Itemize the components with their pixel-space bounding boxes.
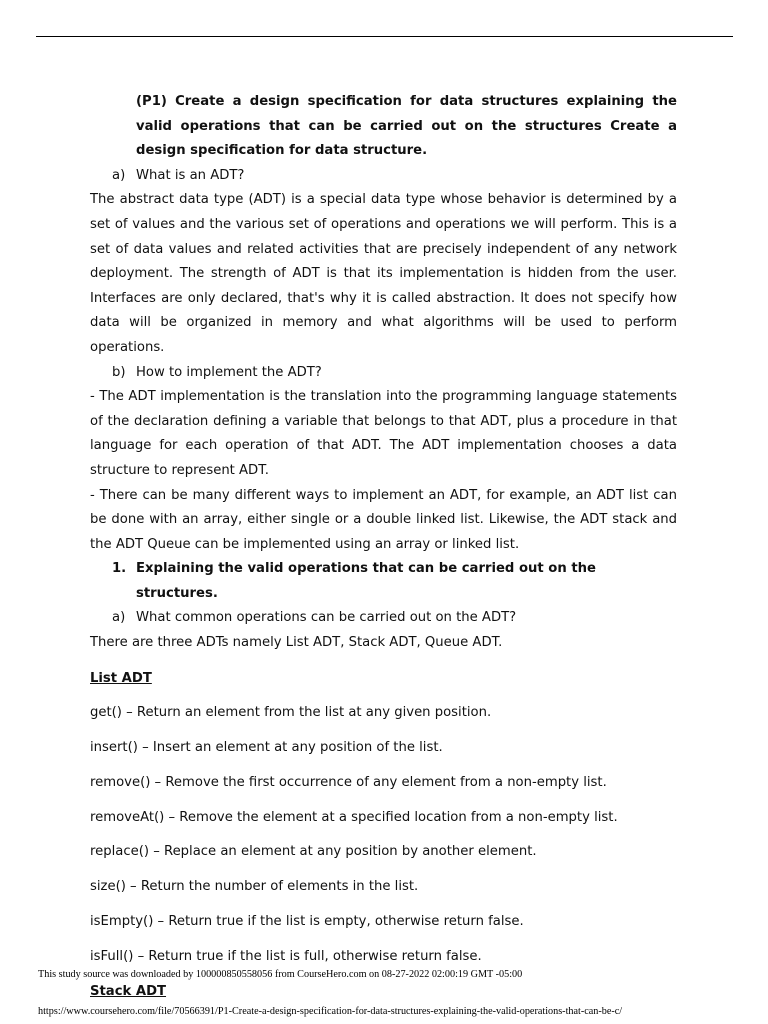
question-a-marker: a) xyxy=(112,167,126,183)
stack-adt-title: Stack ADT xyxy=(90,983,167,999)
list-adt-operations xyxy=(90,701,677,969)
answer-b-2: - There can be many different ways to implement an ADT, for example, an ADT list can be done with an array, either single or a double linked list. Likewise, the ADT stack and the ADT Queue can be implemented using an array or linked list. xyxy=(90,487,677,552)
list-op-item: get() – Return an element from the list at any given position. xyxy=(90,705,492,721)
question-a-text: What is an ADT? xyxy=(136,167,245,183)
list-op-item: isFull() – Return true if the list is full, otherwise return false. xyxy=(90,948,482,964)
question-c-text: What common operations can be carried out on the ADT? xyxy=(136,610,517,626)
question-b-text: How to implement the ADT? xyxy=(136,364,322,380)
document-body xyxy=(90,90,677,1014)
list-op-item: replace() – Replace an element at any position by another element. xyxy=(90,844,537,860)
top-rule xyxy=(36,36,733,37)
list-op-item: isEmpty() – Return true if the list is empty, otherwise return false. xyxy=(90,913,524,929)
question-a xyxy=(90,164,677,189)
question-b xyxy=(90,361,677,386)
numbered-heading-text: Explaining the valid operations that can be carried out on the structures. xyxy=(136,561,596,601)
answer-c: There are three ADTs namely List ADT, Stack ADT, Queue ADT. xyxy=(90,635,503,651)
document-heading: (P1) Create a design specification for data structures explaining the valid operations that can be carried out on the structures Create a design specification for data structure. xyxy=(136,94,677,159)
answer-a: The abstract data type (ADT) is a special data type whose behavior is determined by a set of values and the various set of operations and operations we will perform. This is a set of data values and related activities that are precisely independent of any network deployment. The strength of ADT is that its implementation is hidden from the user. Interfaces are only declared, that's why it is called abstraction. It does not specify how data will be organized in memory and what algorithms will be used to perform operations. xyxy=(90,192,677,355)
list-op-item: removeAt() – Remove the element at a specified location from a non-empty list. xyxy=(90,809,618,825)
list-op-item: insert() – Insert an element at any position of the list. xyxy=(90,740,443,756)
answer-b-1: - The ADT implementation is the translation into the programming language statements of the declaration defining a variable that belongs to that ADT, plus a procedure in that language for each operation of that ADT. The ADT implementation chooses a data structure to represent ADT. xyxy=(90,389,677,478)
download-note: This study source was downloaded by 100000850558056 from CourseHero.com on 08-27-2022 02:00:19 GMT -05:00 xyxy=(38,969,523,980)
question-b-marker: b) xyxy=(112,364,126,380)
list-op-item: remove() – Remove the first occurrence of any element from a non-empty list. xyxy=(90,774,607,790)
numbered-heading-marker: 1. xyxy=(112,561,127,577)
list-adt-title: List ADT xyxy=(90,670,152,686)
question-c-marker: a) xyxy=(112,610,126,626)
question-c xyxy=(90,606,677,631)
source-url[interactable]: https://www.coursehero.com/file/70566391/P1-Create-a-design-specification-for-data-structures-explaining-the-valid-operations-that-can-be-c/ xyxy=(38,1006,623,1017)
numbered-heading xyxy=(90,557,677,606)
list-op-item: size() – Return the number of elements in the list. xyxy=(90,879,419,895)
